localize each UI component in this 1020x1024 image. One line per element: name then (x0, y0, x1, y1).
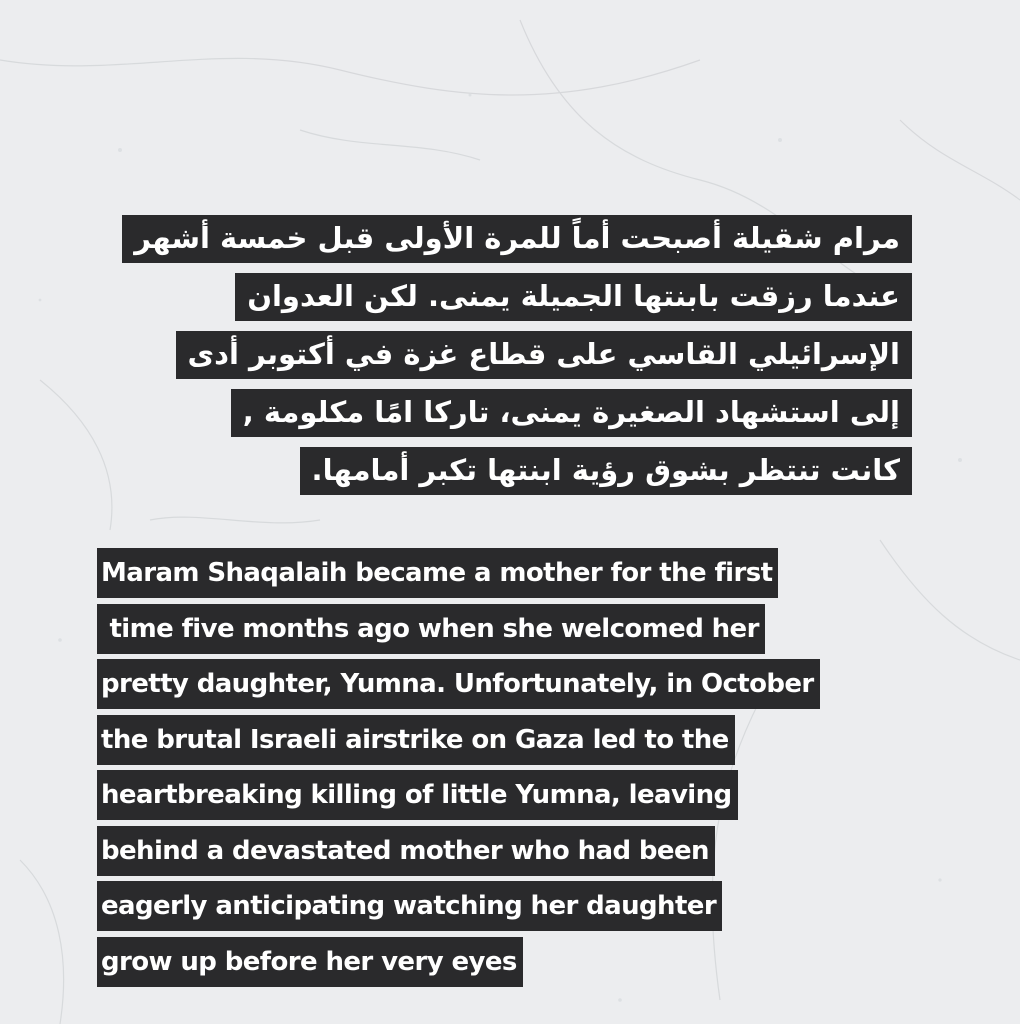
arabic-line (112, 447, 912, 505)
english-line-text: time five months ago when she welcomed her (97, 604, 765, 654)
english-line (97, 881, 957, 937)
arabic-paragraph (112, 215, 912, 505)
english-line-text: heartbreaking killing of little Yumna, leaving (97, 770, 738, 820)
arabic-line-text: الإسرائيلي القاسي على قطاع غزة في أكتوبر أدى (176, 331, 912, 379)
english-line (97, 715, 957, 771)
arabic-line-text: إلى استشهاد الصغيرة يمنى، تاركا امًا مكلومة , (231, 389, 912, 437)
arabic-line-text: عندما رزقت بابنتها الجميلة يمنى. لكن العدوان (235, 273, 912, 321)
english-line-text: the brutal Israeli airstrike on Gaza led to the (97, 715, 735, 765)
arabic-line (112, 331, 912, 389)
arabic-line (112, 273, 912, 331)
english-line-text: pretty daughter, Yumna. Unfortunately, in October (97, 659, 820, 709)
arabic-line (112, 215, 912, 273)
english-line (97, 604, 957, 660)
english-line (97, 770, 957, 826)
english-line-text: grow up before her very eyes (97, 937, 523, 987)
english-line (97, 659, 957, 715)
english-paragraph (97, 548, 957, 992)
english-line (97, 548, 957, 604)
english-line-text: eagerly anticipating watching her daughter (97, 881, 722, 931)
arabic-line (112, 389, 912, 447)
english-line (97, 937, 957, 993)
english-line-text: behind a devastated mother who had been (97, 826, 715, 876)
english-line (97, 826, 957, 882)
english-line-text: Maram Shaqalaih became a mother for the first (97, 548, 778, 598)
arabic-line-text: كانت تنتظر بشوق رؤية ابنتها تكبر أمامها. (300, 447, 912, 495)
arabic-line-text: مرام شقيلة أصبحت أماً للمرة الأولى قبل خمسة أشهر (122, 215, 912, 263)
